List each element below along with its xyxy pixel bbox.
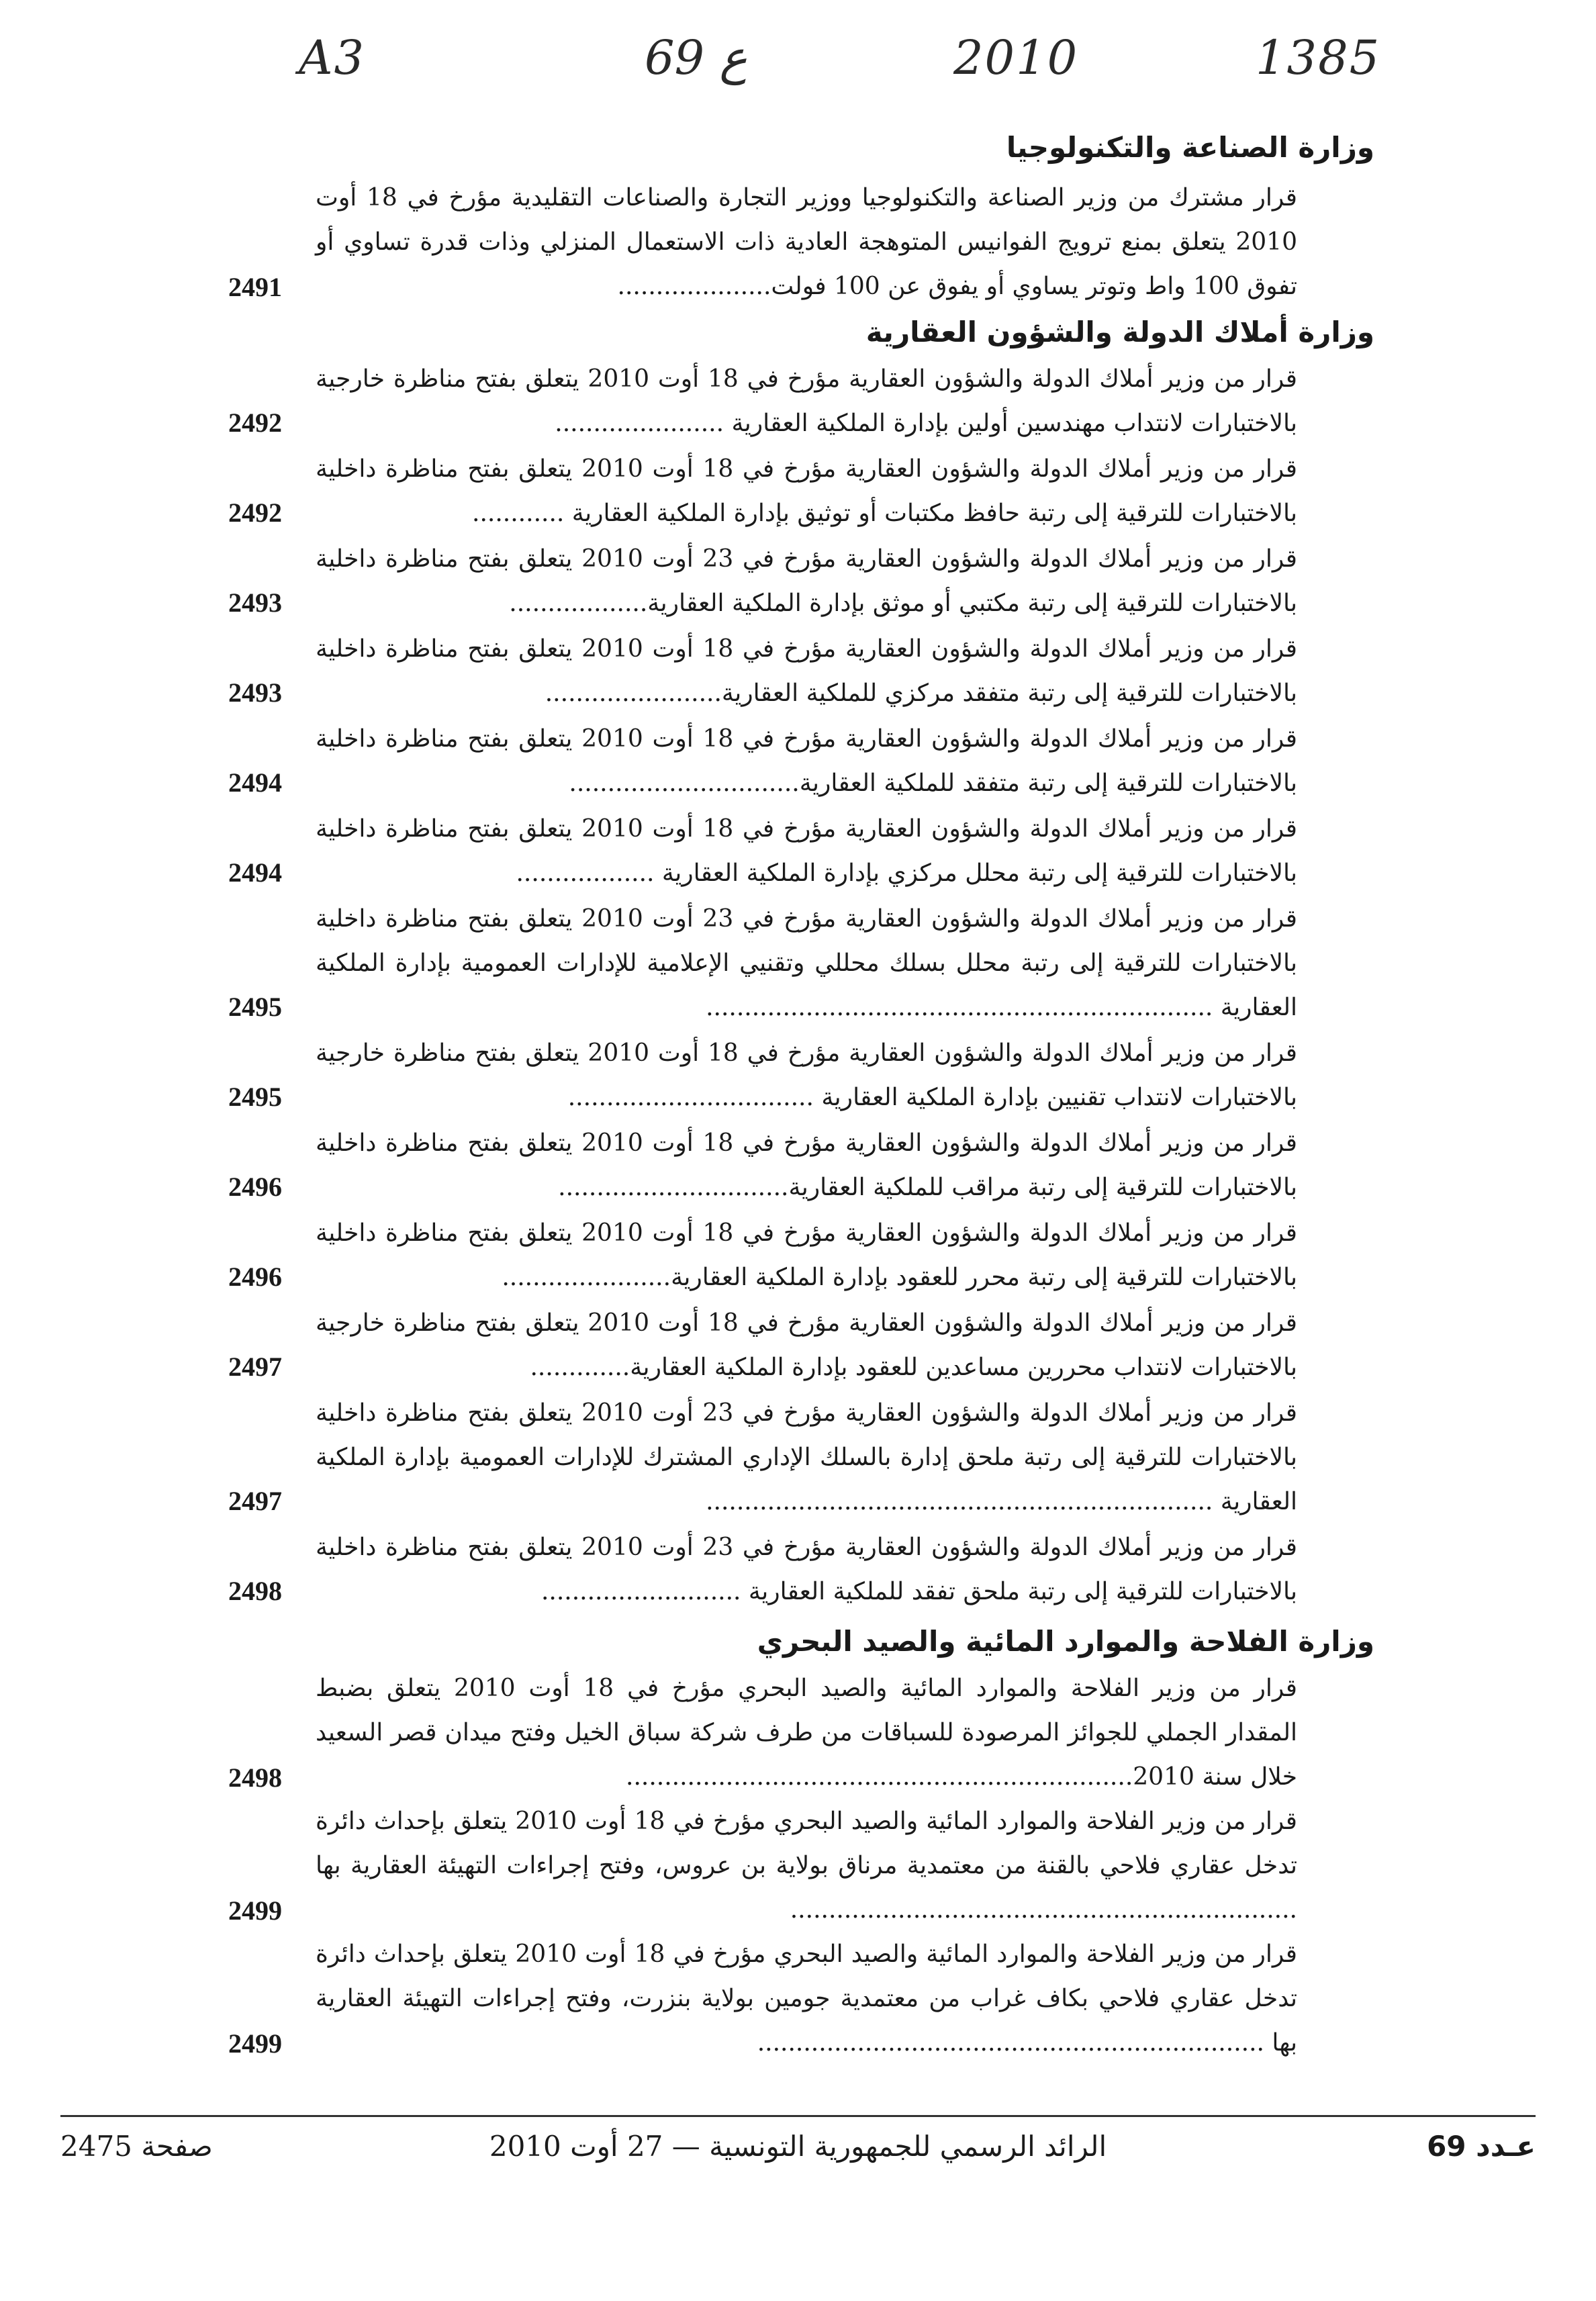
- toc-entry-page: 2498: [228, 1763, 282, 1793]
- toc-entry-page: 2499: [228, 1895, 282, 1926]
- toc-entry: قرار من وزير أملاك الدولة والشؤون العقارية مؤرخ في 18 أوت 2010 يتعلق بفتح مناظرة داخلية بالاختبارات للترقية إلى رتبة محلل مركزي بإدارة الملكية العقارية ..................: [316, 815, 1297, 887]
- toc-entry: قرار من وزير أملاك الدولة والشؤون العقارية مؤرخ في 18 أوت 2010 يتعلق بفتح مناظرة خارجية بالاختبارات لانتداب مهندسين أولين بإدارة الملكية العقارية ......................: [316, 365, 1297, 437]
- toc-entry-page: 2497: [228, 1352, 282, 1382]
- footer-issue-number: عـدد 69: [1427, 2130, 1536, 2163]
- toc-entry: قرار من وزير أملاك الدولة والشؤون العقارية مؤرخ في 18 أوت 2010 يتعلق بفتح مناظرة داخلية بالاختبارات للترقية إلى رتبة محرر للعقود بإدارة الملكية العقارية......................: [316, 1219, 1297, 1291]
- toc-entry: قرار مشترك من وزير الصناعة والتكنولوجيا ووزير التجارة والصناعات التقليدية مؤرخ في 18 أوت 2010 يتعلق بمنع ترويج الفوانيس المتوهجة العادية ذات الاستعمال المنزلي وذات قدرة تساوي أو تفوق 100 واط وتوتر يساوي أو يفوق عن 100 فولت....................: [316, 184, 1297, 300]
- handwritten-note-issue: 69 ع: [645, 30, 748, 85]
- footer-journal-title: الرائد الرسمي للجمهورية التونسية — 27 أوت 2010: [489, 2130, 1107, 2163]
- section-title-state-property: وزارة أملاك الدولة والشؤون العقارية: [865, 316, 1374, 348]
- toc-entry: قرار من وزير أملاك الدولة والشؤون العقارية مؤرخ في 23 أوت 2010 يتعلق بفتح مناظرة داخلية بالاختبارات للترقية إلى رتبة مكتبي أو موثق بإدارة الملكية العقارية..................: [316, 545, 1297, 617]
- section-title-agriculture: وزارة الفلاحة والموارد المائية والصيد البحري: [757, 1625, 1374, 1658]
- toc-entry: قرار من وزير أملاك الدولة والشؤون العقارية مؤرخ في 18 أوت 2010 يتعلق بفتح مناظرة داخلية بالاختبارات للترقية إلى رتبة مراقب للملكية العقارية..............................: [316, 1129, 1297, 1201]
- toc-entry-page: 2493: [228, 677, 282, 708]
- footer-rule: [60, 2115, 1536, 2117]
- toc-entry: قرار من وزير أملاك الدولة والشؤون العقارية مؤرخ في 18 أوت 2010 يتعلق بفتح مناظرة خارجية بالاختبارات لانتداب تقنيين بإدارة الملكية العقارية ................................: [316, 1039, 1297, 1111]
- section-title-industry: وزارة الصناعة والتكنولوجيا: [1006, 131, 1374, 164]
- toc-entry: قرار من وزير أملاك الدولة والشؤون العقارية مؤرخ في 18 أوت 2010 يتعلق بفتح مناظرة داخلية بالاختبارات للترقية إلى رتبة متفقد للملكية العقارية..............................: [316, 725, 1297, 797]
- toc-entry-page: 2491: [228, 272, 282, 302]
- toc-entry-page: 2495: [228, 1082, 282, 1112]
- toc-entry-page: 2493: [228, 588, 282, 618]
- toc-entry-page: 2498: [228, 1576, 282, 1606]
- toc-entry-page: 2494: [228, 767, 282, 798]
- toc-entry: قرار من وزير أملاك الدولة والشؤون العقارية مؤرخ في 18 أوت 2010 يتعلق بفتح مناظرة داخلية بالاختبارات للترقية إلى رتبة حافظ مكتبات أو توثيق بإدارة الملكية العقارية ............: [316, 455, 1297, 527]
- toc-entry-page: 2492: [228, 408, 282, 438]
- toc-entry: قرار من وزير الفلاحة والموارد المائية والصيد البحري مؤرخ في 18 أوت 2010 يتعلق بضبط المقدار الجملي للجوائز المرصودة للسباقات من طرف شركة سباق الخيل وفتح ميدان قصر السعيد خلال سنة 2010..................................................................: [316, 1675, 1297, 1791]
- toc-entry-page: 2496: [228, 1262, 282, 1292]
- toc-entry: قرار من وزير أملاك الدولة والشؤون العقارية مؤرخ في 18 أوت 2010 يتعلق بفتح مناظرة داخلية بالاختبارات للترقية إلى رتبة متفقد مركزي للملكية العقارية.......................: [316, 635, 1297, 707]
- handwritten-note-number: 1385: [1256, 30, 1381, 85]
- toc-entry-page: 2496: [228, 1172, 282, 1202]
- toc-entry-page: 2494: [228, 857, 282, 888]
- toc-entry: قرار من وزير أملاك الدولة والشؤون العقارية مؤرخ في 18 أوت 2010 يتعلق بفتح مناظرة خارجية بالاختبارات لانتداب محررين مساعدين للعقود بإدارة الملكية العقارية.............: [316, 1309, 1297, 1381]
- handwritten-note-year: 2010: [953, 30, 1079, 85]
- toc-entry-page: 2497: [228, 1486, 282, 1516]
- toc-entry: قرار من وزير أملاك الدولة والشؤون العقارية مؤرخ في 23 أوت 2010 يتعلق بفتح مناظرة داخلية بالاختبارات للترقية إلى رتبة محلل بسلك محللي وتقنيي الإعلامية للإدارات العمومية بإدارة الملكية العقارية ..................................................................: [316, 905, 1297, 1021]
- toc-entry: قرار من وزير الفلاحة والموارد المائية والصيد البحري مؤرخ في 18 أوت 2010 يتعلق بإحداث دائرة تدخل عقاري فلاحي بالقنة من معتمدية مرناق بولاية بن عروس، وفتح إجراءات التهيئة العقارية بها ..................................................................: [316, 1807, 1297, 1924]
- toc-entry-page: 2499: [228, 2028, 282, 2059]
- toc-entry-page: 2492: [228, 498, 282, 528]
- toc-entry: قرار من وزير أملاك الدولة والشؤون العقارية مؤرخ في 23 أوت 2010 يتعلق بفتح مناظرة داخلية بالاختبارات للترقية إلى رتبة ملحق إدارة بالسلك الإداري المشترك للإدارات العمومية بإدارة الملكية العقارية ..................................................................: [316, 1399, 1297, 1515]
- toc-entry: قرار من وزير أملاك الدولة والشؤون العقارية مؤرخ في 23 أوت 2010 يتعلق بفتح مناظرة داخلية بالاختبارات للترقية إلى رتبة ملحق تفقد للملكية العقارية ..........................: [316, 1534, 1297, 1605]
- footer-page-number: صفحة 2475: [60, 2130, 213, 2163]
- toc-entry: قرار من وزير الفلاحة والموارد المائية والصيد البحري مؤرخ في 18 أوت 2010 يتعلق بإحداث دائرة تدخل عقاري فلاحي بكاف غراب من معتمدية جومين بولاية بنزرت، وفتح إجراءات التهيئة العقارية بها ..................................................................: [316, 1940, 1297, 2057]
- toc-entry-page: 2495: [228, 992, 282, 1022]
- handwritten-note-a3: A3: [299, 30, 366, 85]
